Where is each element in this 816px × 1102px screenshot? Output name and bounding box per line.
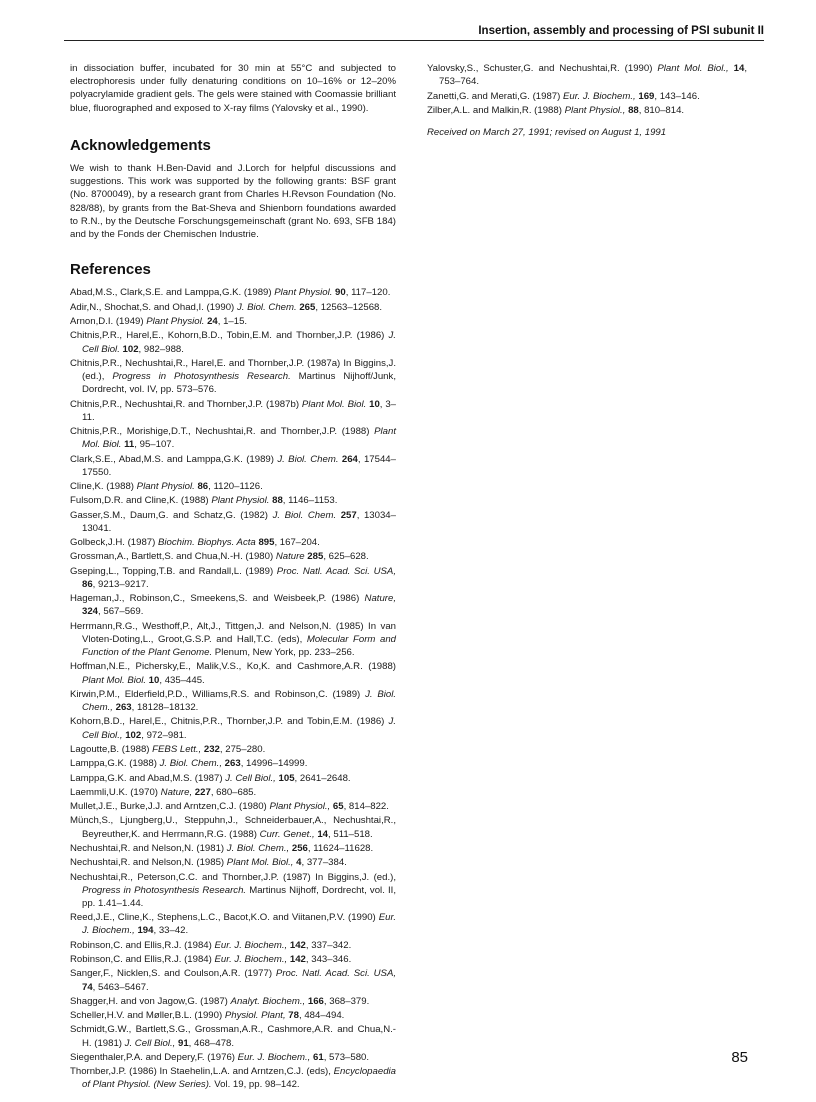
reference-journal: Molecular Form and Function of the Plant Genome. xyxy=(82,633,396,659)
references-heading: References xyxy=(70,261,151,279)
reference-journal: Eur. J. Biochem., xyxy=(562,90,636,102)
references-list-right xyxy=(427,62,747,117)
reference-authors: Cline,K. (1988) xyxy=(70,481,134,493)
reference-item: Chitnis,P.R., Morishige,D.T., Nechushtai,R. and Thornber,J.P. (1988) Plant Mol. Biol. 11, 95–107. xyxy=(70,426,396,451)
reference-item: Grossman,A., Bartlett,S. and Chua,N.-H. (1980) Nature 285, 625–628. xyxy=(70,551,369,563)
reference-pages: Martinus Nijhoff/Junk, Dordrecht, vol. IV, pp. 573–576. xyxy=(82,371,396,396)
reference-volume: 86 xyxy=(197,481,209,493)
reference-pages: 435–445. xyxy=(164,674,205,686)
reference-authors: Grossman,A., Bartlett,S. and Chua,N.-H. (1980) xyxy=(70,551,274,563)
reference-journal: Physiol. Plant, xyxy=(224,1010,286,1022)
reference-pages: Vol. 19, pp. 98–142. xyxy=(214,1079,300,1091)
reference-journal: Curr. Genet., xyxy=(259,828,315,840)
reference-journal: Plant Mol. Biol. xyxy=(301,398,367,410)
reference-pages: 1120–1126. xyxy=(213,481,263,493)
reference-pages: 17544–17550. xyxy=(82,453,396,478)
reference-item: Gseping,L., Topping,T.B. and Randall,L. (1989) Proc. Natl. Acad. Sci. USA, 86, 9213–9217. xyxy=(70,565,396,590)
reference-journal: FEBS Lett., xyxy=(152,743,202,755)
reference-item: Reed,J.E., Cline,K., Stephens,L.C., Bacot,K.O. and Viitanen,P.V. (1990) Eur. J. Biochem., 194, 33–42. xyxy=(70,912,397,937)
reference-authors: Hageman,J., Robinson,C., Smeekens,S. and Weisbeek,P. (1986) xyxy=(70,593,360,605)
reference-authors: Nechushtai,R. and Nelson,N. (1985) xyxy=(70,857,225,869)
reference-item: Lamppa,G.K. and Abad,M.S. (1987) J. Cell Biol., 105, 2641–2648. xyxy=(70,772,351,784)
reference-journal: J. Biol. Chem., xyxy=(159,758,222,770)
reference-volume: 88 xyxy=(628,104,639,116)
reference-journal: Nature, xyxy=(364,593,396,605)
reference-authors: Zilber,A.L. and Malkin,R. (1988) xyxy=(427,104,562,116)
reference-volume: 10 xyxy=(148,674,160,686)
reference-pages: 972–981. xyxy=(146,729,187,741)
reference-journal: Encyclopaedia of Plant Physiol. (New Series). xyxy=(82,1066,396,1091)
reference-volume: 194 xyxy=(137,925,154,937)
reference-volume: 86 xyxy=(82,578,93,590)
reference-item: Zilber,A.L. and Malkin,R. (1988) Plant Physiol., 88, 810–814. xyxy=(427,104,685,116)
reference-pages: 13034–13041. xyxy=(82,509,396,534)
reference-volume: 265 xyxy=(299,301,316,313)
reference-volume: 142 xyxy=(289,954,306,965)
reference-journal: Plant Physiol. xyxy=(146,316,205,328)
reference-volume: 256 xyxy=(291,842,308,854)
page-number: 85 xyxy=(731,1049,748,1066)
reference-pages: 12563–12568. xyxy=(320,301,383,313)
reference-journal: J. Biol. Chem. xyxy=(236,301,297,313)
reference-authors: Gasser,S.M., Daum,G. and Schatz,G. (1982) xyxy=(70,509,268,521)
reference-journal: Plant Physiol. xyxy=(136,481,195,493)
left-column xyxy=(70,62,396,1093)
reference-pages: 511–518. xyxy=(333,828,373,840)
reference-item: Arnon,D.I. (1949) Plant Physiol. 24, 1–15. xyxy=(70,316,248,328)
reference-authors: Kirwin,P.M., Elderfield,P.D., Williams,R.S. and Robinson,C. (1989) xyxy=(70,688,361,700)
reference-item: Hageman,J., Robinson,C., Smeekens,S. and Weisbeek,P. (1986) Nature, 324, 567–569. xyxy=(70,593,396,618)
reference-authors: Chitnis,P.R., Nechushtai,R., Harel,E. and Thornber,J.P. (1987a) In Biggins,J. (ed.), xyxy=(70,357,396,383)
reference-authors: Thornber,J.P. (1986) In Staehelin,L.A. and Arntzen,C.J. (eds), xyxy=(70,1066,331,1078)
reference-volume: 102 xyxy=(122,343,139,355)
reference-volume: 169 xyxy=(638,90,655,102)
reference-pages: 814–822. xyxy=(348,801,389,813)
reference-item: Kohorn,B.D., Harel,E., Chitnis,P.R., Thornber,J.P. and Tobin,E.M. (1986) J. Cell Biol., 102, 972–981. xyxy=(70,716,396,741)
reference-pages: 3–11. xyxy=(82,398,396,423)
reference-item: Robinson,C. and Ellis,R.J. (1984) Eur. J. Biochem., 142, 337–342. xyxy=(70,939,352,951)
reference-pages: 1146–1153. xyxy=(288,495,338,507)
reference-pages: 5463–5467. xyxy=(98,981,149,993)
reference-volume: 105 xyxy=(278,772,295,784)
reference-volume: 61 xyxy=(313,1051,324,1063)
reference-authors: Robinson,C. and Ellis,R.J. (1984) xyxy=(70,939,212,951)
reference-authors: Chitnis,P.R., Morishige,D.T., Nechushtai,R. and Thornber,J.P. (1988) xyxy=(70,426,370,438)
reference-authors: Laemmli,U.K. (1970) xyxy=(70,786,158,798)
reference-pages: 368–379. xyxy=(329,995,370,1007)
reference-item xyxy=(70,871,396,911)
reference-pages: 810–814. xyxy=(644,104,685,116)
right-column xyxy=(427,62,747,139)
reference-pages: Martinus Nijhoff, Dordrecht, vol. II, pp. 1.41–1.44. xyxy=(82,884,396,909)
header-rule xyxy=(64,40,764,41)
reference-item: Lamppa,G.K. (1988) J. Biol. Chem., 263, 14996–14999. xyxy=(70,758,308,770)
reference-authors: Arnon,D.I. (1949) xyxy=(70,316,144,328)
reference-pages: 18128–18132. xyxy=(136,702,199,714)
reference-item xyxy=(70,1065,396,1091)
reference-journal: Biochim. Biophys. Acta xyxy=(158,537,256,549)
reference-authors: Schmidt,G.W., Bartlett,S.G., Grossman,A.R., Cashmore,A.R. and Chua,N.-H. (1981) xyxy=(70,1024,396,1049)
reference-volume: 895 xyxy=(258,537,275,549)
reference-pages: 753–764. xyxy=(439,76,480,88)
reference-volume: 4 xyxy=(296,857,302,869)
reference-item: Lagoutte,B. (1988) FEBS Lett., 232, 275–280. xyxy=(70,743,266,755)
reference-volume: 24 xyxy=(207,316,218,328)
reference-pages: 2641–2648. xyxy=(299,772,351,784)
reference-authors: Yalovsky,S., Schuster,G. and Nechushtai,R. (1990) xyxy=(427,63,653,74)
reference-volume: 10 xyxy=(369,398,380,410)
reference-pages: 117–120. xyxy=(351,287,391,299)
reference-item: Chitnis,P.R., Nechushtai,R. and Thornber,J.P. (1987b) Plant Mol. Biol. 10, 3–11. xyxy=(70,398,396,423)
reference-pages: 343–346. xyxy=(311,954,352,965)
reference-authors: Kohorn,B.D., Harel,E., Chitnis,P.R., Thornber,J.P. and Tobin,E.M. (1986) xyxy=(70,716,385,728)
reference-pages: 275–280. xyxy=(225,743,266,755)
reference-volume: 88 xyxy=(272,495,283,507)
reference-volume: 285 xyxy=(307,551,324,563)
reference-volume: 263 xyxy=(224,758,241,770)
reference-pages: 468–478. xyxy=(194,1037,235,1049)
reference-pages: 377–384. xyxy=(306,857,347,869)
reference-volume: 14 xyxy=(733,63,745,74)
reference-pages: 680–685. xyxy=(216,786,257,798)
reference-item: Kirwin,P.M., Elderfield,P.D., Williams,R.S. and Robinson,C. (1989) J. Biol. Chem., 263, 18128–18132. xyxy=(70,688,397,714)
reference-item: Chitnis,P.R., Harel,E., Kohorn,B.D., Tobin,E.M. and Thornber,J.P. (1986) J. Cell Biol. 102, 982–988. xyxy=(70,330,396,355)
reference-authors: Chitnis,P.R., Nechushtai,R. and Thornber,J.P. (1987b) xyxy=(70,398,300,410)
reference-pages: 33–42. xyxy=(158,925,189,937)
reference-volume: 74 xyxy=(82,981,93,993)
reference-volume: 166 xyxy=(307,995,324,1007)
reference-journal: J. Cell Biol., xyxy=(82,716,396,741)
reference-authors: Herrmann,R.G., Westhoff,P., Alt,J., Tittgen,J. and Nelson,N. (1985) In van Vloten-Doting,L., Groot,G.S.P. and Hall,T.C. (eds), xyxy=(70,620,396,645)
reference-pages: 567–569. xyxy=(103,606,144,618)
reference-item: Schmidt,G.W., Bartlett,S.G., Grossman,A.R., Cashmore,A.R. and Chua,N.-H. (1981) J. Cell Biol., 91, 468–478. xyxy=(70,1024,396,1049)
reference-authors: Gseping,L., Topping,T.B. and Randall,L. (1989) xyxy=(70,565,274,577)
reference-volume: 90 xyxy=(335,287,346,299)
reference-journal: J. Biol. Chem. xyxy=(272,509,337,521)
reference-pages: 1–15. xyxy=(223,316,248,328)
running-title: Insertion, assembly and processing of PSI subunit II xyxy=(478,25,764,37)
reference-pages: 337–342. xyxy=(311,939,352,951)
reference-item: Münch,S., Ljungberg,U., Steppuhn,J., Schneiderbauer,A., Nechushtai,R., Beyreuther,K. and Herrmann,R.G. (1988) Curr. Genet., 14, 511–518. xyxy=(70,815,396,840)
reference-journal: Eur. J. Biochem., xyxy=(214,954,288,965)
reference-pages: 573–580. xyxy=(329,1051,370,1063)
reference-volume: 91 xyxy=(178,1037,189,1049)
methods-paragraph: in dissociation buffer, incubated for 30 min at 55°C and subjected to electrophoresis under fully denaturing conditions on 10–16% or 12–20% polyacrylamide gradient gels. The gels were stained with Coomassie brilliant blue, fluorographed and exposed to X-ray films (Yalovsky et al., 1990). xyxy=(70,63,396,114)
reference-journal: Eur. J. Biochem., xyxy=(82,912,397,937)
reference-authors: Golbeck,J.H. (1987) xyxy=(70,537,156,549)
reference-pages: 484–494. xyxy=(304,1010,345,1022)
reference-authors: Sanger,F., Nicklen,S. and Coulson,A.R. (1977) xyxy=(70,968,273,980)
reference-pages: 625–628. xyxy=(328,551,369,563)
received-note: Received on March 27, 1991; revised on August 1, 1991 xyxy=(427,127,667,138)
reference-item: Siegenthaler,P.A. and Depery,F. (1976) Eur. J. Biochem., 61, 573–580. xyxy=(70,1051,370,1063)
reference-item xyxy=(70,357,396,397)
reference-item: Zanetti,G. and Merati,G. (1987) Eur. J. Biochem., 169, 143–146. xyxy=(427,90,700,102)
references-list-left xyxy=(70,286,396,1091)
acknowledgements-text: We wish to thank H.Ben-David and J.Lorch for helpful discussions and suggestions. This work was supported by the following grants: BSF grant (No. 8700049), by a research grant from Charles H.Revson Foundation (No. 828/88), by grants from the Bat-Sheva and Shienborn foundations awarded to R.N., by the Deutsche Forschungsgemeinschaft (grant No. 693, SFB 184) and by the Fonds der Chemischen Industrie. xyxy=(70,163,396,241)
reference-journal: J. Cell Biol., xyxy=(124,1037,176,1049)
reference-item: Hoffman,N.E., Pichersky,E., Malik,V.S., Ko,K. and Cashmore,A.R. (1988) Plant Mol. Biol. 10, 435–445. xyxy=(70,661,396,686)
reference-authors: Chitnis,P.R., Harel,E., Kohorn,B.D., Tobin,E.M. and Thornber,J.P. (1986) xyxy=(70,330,385,342)
reference-authors: Scheller,H.V. and Møller,B.L. (1990) xyxy=(70,1010,223,1022)
reference-item: Cline,K. (1988) Plant Physiol. 86, 1120–1126. xyxy=(70,481,263,493)
reference-volume: 142 xyxy=(289,939,306,951)
reference-journal: Nature, xyxy=(160,786,193,798)
reference-item: Nechushtai,R. and Nelson,N. (1985) Plant Mol. Biol., 4, 377–384. xyxy=(70,857,347,869)
reference-authors: Mullet,J.E., Burke,J.J. and Arntzen,C.J. (1980) xyxy=(70,801,267,813)
reference-volume: 11 xyxy=(124,439,135,451)
reference-volume: 264 xyxy=(341,453,358,465)
reference-item: Scheller,H.V. and Møller,B.L. (1990) Physiol. Plant, 78, 484–494. xyxy=(70,1010,345,1022)
reference-item: Golbeck,J.H. (1987) Biochim. Biophys. Acta 895, 167–204. xyxy=(70,537,320,549)
reference-journal: Plant Physiol., xyxy=(564,104,626,116)
reference-item: Sanger,F., Nicklen,S. and Coulson,A.R. (1977) Proc. Natl. Acad. Sci. USA, 74, 5463–5467. xyxy=(70,968,397,993)
reference-journal: J. Cell Biol. xyxy=(82,330,396,355)
reference-pages: 982–988. xyxy=(143,343,184,355)
reference-volume: 14 xyxy=(317,828,329,840)
reference-journal: Eur. J. Biochem., xyxy=(214,939,288,951)
reference-item: Mullet,J.E., Burke,J.J. and Arntzen,C.J. (1980) Plant Physiol., 65, 814–822. xyxy=(70,801,389,813)
reference-authors: Zanetti,G. and Merati,G. (1987) xyxy=(427,90,561,102)
reference-item: Robinson,C. and Ellis,R.J. (1984) Eur. J. Biochem., 142, 343–346. xyxy=(70,954,352,965)
reference-item: Yalovsky,S., Schuster,G. and Nechushtai,R. (1990) Plant Mol. Biol., 14, 753–764. xyxy=(427,63,747,88)
reference-journal: Proc. Natl. Acad. Sci. USA, xyxy=(276,565,396,577)
reference-journal: Plant Mol. Biol. xyxy=(82,426,396,451)
reference-authors: Fulsom,D.R. and Cline,K. (1988) xyxy=(70,495,209,507)
reference-volume: 324 xyxy=(82,606,99,618)
reference-journal: Analyt. Biochem., xyxy=(230,995,306,1007)
reference-volume: 263 xyxy=(115,702,132,714)
reference-journal: Progress in Photosynthesis Research. xyxy=(82,884,247,896)
reference-authors: Adir,N., Shochat,S. and Ohad,I. (1990) xyxy=(70,301,235,313)
reference-journal: J. Biol. Chem., xyxy=(226,842,290,854)
reference-journal: Proc. Natl. Acad. Sci. USA, xyxy=(275,968,397,980)
reference-authors: Clark,S.E., Abad,M.S. and Lamppa,G.K. (1989) xyxy=(70,453,274,465)
reference-journal: Eur. J. Biochem., xyxy=(237,1051,311,1063)
reference-pages: 11624–11628. xyxy=(313,842,374,854)
reference-authors: Münch,S., Ljungberg,U., Steppuhn,J., Schneiderbauer,A., Nechushtai,R., Beyreuther,K. and Herrmann,R.G. (1988) xyxy=(70,815,396,840)
reference-journal: Progress in Photosynthesis Research. xyxy=(112,371,291,383)
reference-pages: 14996–14999. xyxy=(246,758,308,770)
reference-journal: Plant Mol. Biol., xyxy=(226,857,294,869)
reference-item: Nechushtai,R. and Nelson,N. (1981) J. Biol. Chem., 256, 11624–11628. xyxy=(70,842,374,854)
reference-pages: 143–146. xyxy=(659,90,700,102)
reference-journal: Plant Mol. Biol., xyxy=(657,63,729,74)
reference-volume: 65 xyxy=(332,801,344,813)
reference-volume: 78 xyxy=(288,1010,299,1022)
reference-pages: 9213–9217. xyxy=(98,578,149,590)
reference-volume: 257 xyxy=(340,509,357,521)
reference-authors: Siegenthaler,P.A. and Depery,F. (1976) xyxy=(70,1051,235,1063)
reference-journal: Plant Physiol., xyxy=(269,801,331,813)
reference-item: Adir,N., Shochat,S. and Ohad,I. (1990) J. Biol. Chem. 265, 12563–12568. xyxy=(70,301,383,313)
reference-authors: Reed,J.E., Cline,K., Stephens,L.C., Bacot,K.O. and Viitanen,P.V. (1990) xyxy=(70,912,376,924)
reference-item xyxy=(70,620,396,660)
reference-authors: Nechushtai,R., Peterson,C.C. and Thornber,J.P. (1987) In Biggins,J. (ed.), xyxy=(70,871,396,883)
acknowledgements-heading: Acknowledgements xyxy=(70,136,211,154)
reference-volume: 227 xyxy=(194,786,211,798)
reference-pages: 167–204. xyxy=(279,537,320,549)
reference-item: Laemmli,U.K. (1970) Nature, 227, 680–685. xyxy=(70,786,257,798)
reference-journal: J. Biol. Chem. xyxy=(277,453,339,465)
reference-authors: Lamppa,G.K. (1988) xyxy=(70,758,157,770)
reference-pages: Plenum, New York, pp. 233–256. xyxy=(214,647,355,659)
reference-journal: J. Biol. Chem., xyxy=(82,688,397,714)
reference-volume: 232 xyxy=(203,743,220,755)
reference-journal: Nature xyxy=(275,551,305,563)
reference-item: Shagger,H. and von Jagow,G. (1987) Analyt. Biochem., 166, 368–379. xyxy=(70,995,370,1007)
reference-journal: J. Cell Biol., xyxy=(225,772,276,784)
reference-authors: Nechushtai,R. and Nelson,N. (1981) xyxy=(70,842,225,854)
reference-authors: Robinson,C. and Ellis,R.J. (1984) xyxy=(70,954,212,965)
reference-journal: Plant Mol. Biol. xyxy=(82,674,146,686)
reference-authors: Lamppa,G.K. and Abad,M.S. (1987) xyxy=(70,772,223,784)
reference-authors: Hoffman,N.E., Pichersky,E., Malik,V.S., Ko,K. and Cashmore,A.R. (1988) xyxy=(70,661,396,673)
reference-authors: Lagoutte,B. (1988) xyxy=(70,743,150,755)
reference-item: Abad,M.S., Clark,S.E. and Lamppa,G.K. (1989) Plant Physiol. 90, 117–120. xyxy=(70,287,391,299)
reference-item: Clark,S.E., Abad,M.S. and Lamppa,G.K. (1989) J. Biol. Chem. 264, 17544–17550. xyxy=(70,453,396,478)
reference-item: Fulsom,D.R. and Cline,K. (1988) Plant Physiol. 88, 1146–1153. xyxy=(70,495,338,507)
reference-authors: Shagger,H. and von Jagow,G. (1987) xyxy=(70,995,228,1007)
reference-item: Gasser,S.M., Daum,G. and Schatz,G. (1982) J. Biol. Chem. 257, 13034–13041. xyxy=(70,509,396,534)
reference-journal: Plant Physiol. xyxy=(274,287,333,299)
reference-authors: Abad,M.S., Clark,S.E. and Lamppa,G.K. (1989) xyxy=(70,287,272,299)
reference-pages: 95–107. xyxy=(139,439,175,451)
reference-volume: 102 xyxy=(125,729,142,741)
reference-journal: Plant Physiol. xyxy=(211,495,270,507)
